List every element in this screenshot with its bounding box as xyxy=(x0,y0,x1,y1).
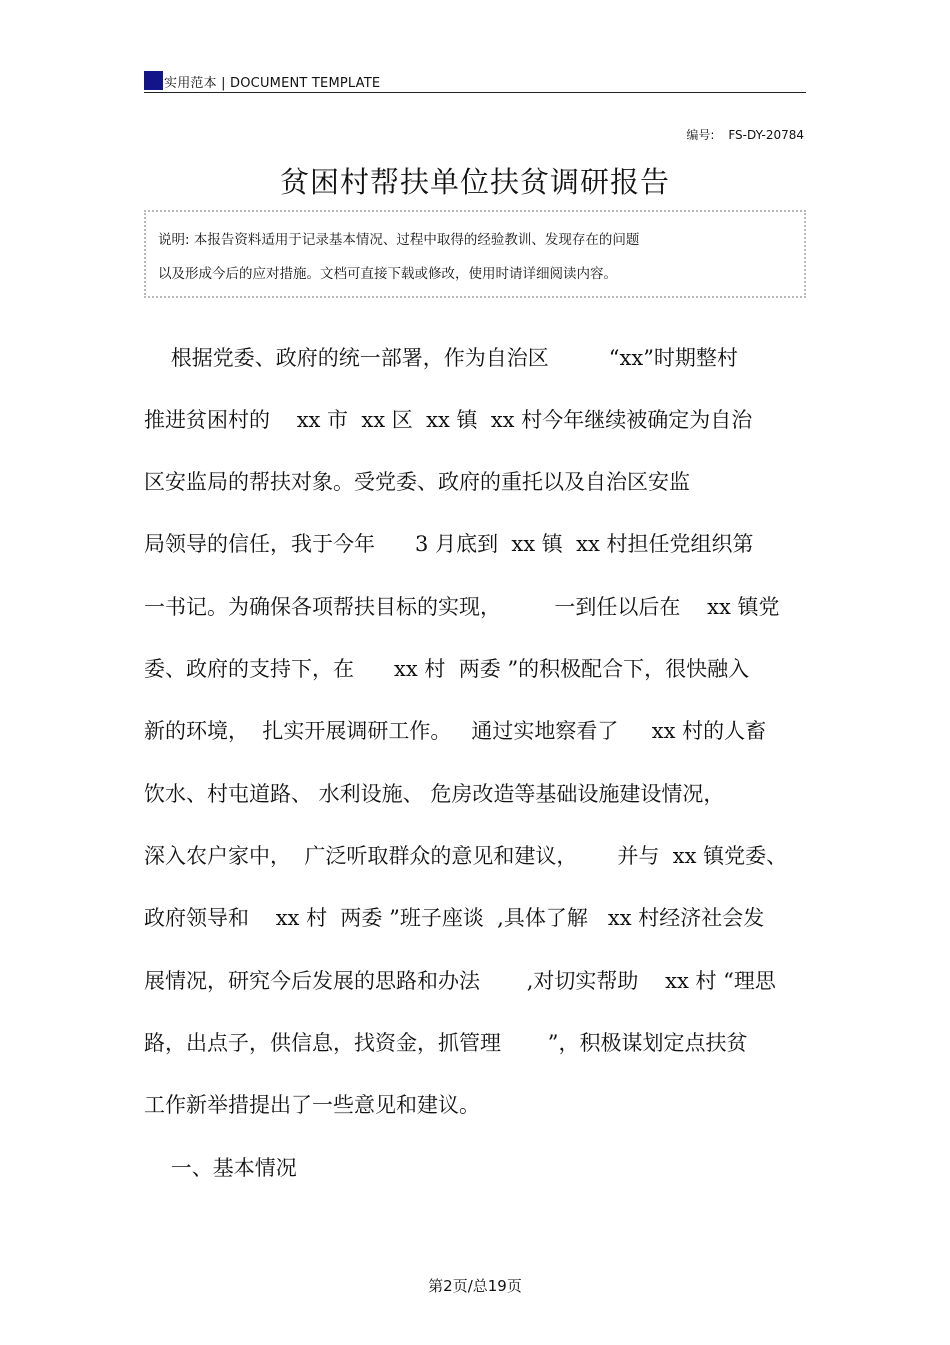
body-text-line: 区安监局的帮扶对象。受党委、政府的重托以及自治区安监 xyxy=(144,470,690,494)
body-text-line: 路，出点子，供信息，找资金，抓管理 ”，积极谋划定点扶贫 xyxy=(144,1031,748,1055)
body-text-line: 展情况，研究今后发展的思路和办法 ,对切实帮助 xx 村 “理思 xyxy=(144,969,776,993)
body-text-line: 推进贫困村的 xx 市 xx 区 xx 镇 xx 村今年继续被确定为自治 xyxy=(144,408,753,432)
body-text-line: 工作新举措提出了一些意见和建议。 xyxy=(144,1093,480,1117)
body-text-line: 深入农户家中， 广泛听取群众的意见和建议， 并与 xx 镇党委、 xyxy=(144,844,788,868)
body-text-line: 饮水、村屯道路、 水利设施、 危房改造等基础设施建设情况， xyxy=(144,782,725,806)
page-footer: 第2页/总19页 xyxy=(428,1277,522,1295)
body-text-line: 政府领导和 xx 村 两委 ”班子座谈 ,具体了解 xx 村经济社会发 xyxy=(144,906,765,930)
document-number-value: FS-DY-20784 xyxy=(728,128,804,142)
document-number-label: 编号: xyxy=(686,128,715,142)
note-box xyxy=(144,210,806,298)
body-text-line: 根据党委、政府的统一部署，作为自治区 “xx”时期整村 xyxy=(144,346,738,370)
body-text-line: 一书记。为确保各项帮扶目标的实现， 一到任以后在 xx 镇党 xyxy=(144,595,780,619)
document-title: 贫困村帮扶单位扶贫调研报告 xyxy=(279,165,670,199)
section-heading: 一、基本情况 xyxy=(144,1156,297,1180)
body-text-line: 新的环境， 扎实开展调研工作。 通过实地察看了 xx 村的人畜 xyxy=(144,719,767,743)
body-text-line: 局领导的信任，我于今年 3 月底到 xx 镇 xx 村担任党组织第 xyxy=(144,532,754,556)
header-text: 实用范本 | DOCUMENT TEMPLATE xyxy=(164,76,381,91)
note-line: 说明: 本报告资料适用于记录基本情况、过程中取得的经验教训、发现存在的问题 xyxy=(158,232,640,248)
header-logo-square xyxy=(144,71,163,90)
body-text-line: 委、政府的支持下，在 xx 村 两委 ”的积极配合下，很快融入 xyxy=(144,657,750,681)
document-number xyxy=(686,126,804,143)
note-line: 以及形成今后的应对措施。文档可直接下载或修改，使用时请详细阅读内容。 xyxy=(158,266,617,282)
page-header xyxy=(144,70,806,93)
